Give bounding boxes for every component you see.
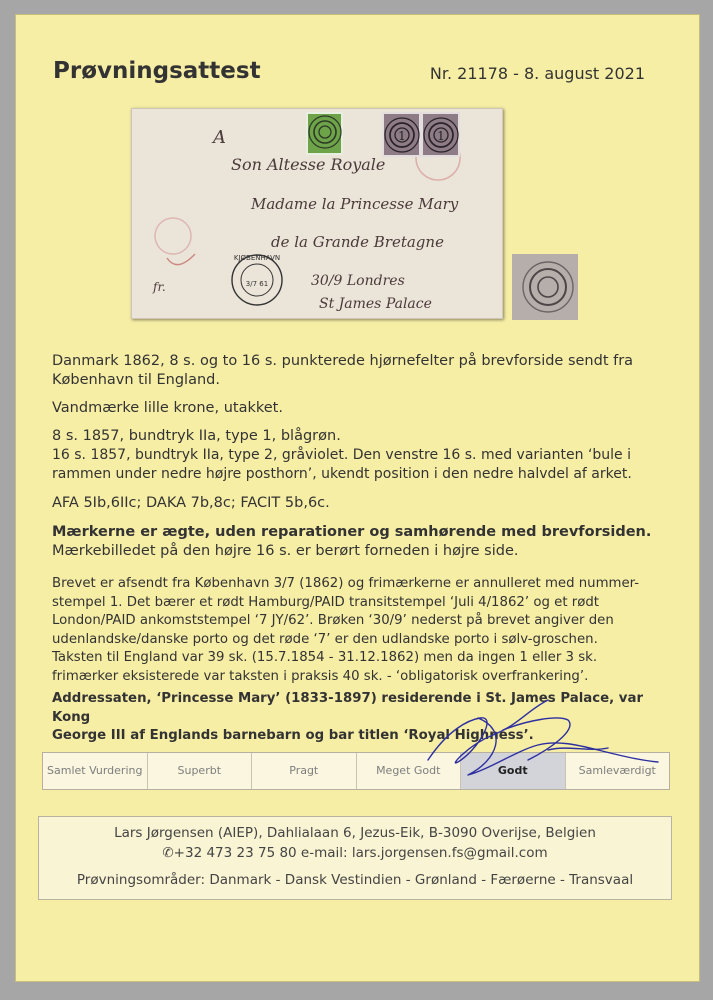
address-line: St James Palace bbox=[319, 296, 432, 312]
text-line: stempel 1. Det bærer et rødt Hamburg/PAID transitstempel ‘Juli 4/1862’ og et rødt bbox=[52, 594, 600, 610]
text-line: Taksten til England var 39 sk. (15.7.1854 - 31.12.1862) men da ingen 1 eller 3 sk. bbox=[52, 650, 598, 665]
footer-contact: ✆+32 473 23 75 80 e-mail: lars.jorgensen.fs@gmail.com bbox=[162, 845, 548, 861]
text-line: London/PAID ankomststempel ‘7 JY/62’. Brøken ‘30/9’ nederst på brevet angiver den bbox=[52, 613, 614, 628]
text-line: Brevet er afsendt fra København 3/7 (1862) og frimærkerne er annulleret med nummer- bbox=[52, 576, 640, 591]
address-line: Son Altesse Royale bbox=[231, 155, 386, 174]
grade-cell: Meget Godt bbox=[357, 753, 462, 789]
text-line: 8 s. 1857, bundtryk IIa, type 1, blågrøn. bbox=[52, 428, 341, 444]
catalogue-numbers: AFA 5Ib,6IIc; DAKA 7b,8c; FACIT 5b,6c. bbox=[52, 495, 330, 511]
address-line: de la Grande Bretagne bbox=[271, 233, 444, 251]
watermark-paragraph: Vandmærke lille krone, utakket. bbox=[52, 400, 283, 416]
text-line: Addressaten, ‘Princesse Mary’ (1833-1897) residerende i St. James Palace, var Kong bbox=[52, 691, 644, 725]
text-line: George III af Englands barnebarn og bar titlen ‘Royal Highness’. bbox=[52, 728, 534, 743]
text-line: rammen under nedre højre posthorn’, ukendt position i den nedre halvdel af arket. bbox=[52, 466, 632, 482]
address-line: A bbox=[213, 127, 226, 148]
cover-photo bbox=[131, 108, 503, 319]
stamp-8s bbox=[307, 113, 342, 154]
text-line: Mærkebilledet på den højre 16 s. er berørt forneden i højre side. bbox=[52, 543, 519, 559]
genuineness-paragraph bbox=[52, 523, 652, 561]
cancel-number: 1 bbox=[437, 129, 445, 143]
address-line: fr. bbox=[153, 280, 166, 294]
certificate-number: Nr. 21178 - 8. august 2021 bbox=[429, 64, 645, 83]
grade-cell: Pragt bbox=[252, 753, 357, 789]
page-title: Prøvningsattest bbox=[53, 58, 261, 84]
text-line: 16 s. 1857, bundtryk IIa, type 2, gråviolet. Den venstre 16 s. med varianten ‘bule i bbox=[52, 447, 631, 463]
signature bbox=[408, 690, 668, 785]
address-line: Madame la Princesse Mary bbox=[251, 195, 459, 213]
grade-cell: Superbt bbox=[148, 753, 253, 789]
grade-cell-selected: Godt bbox=[461, 753, 566, 789]
footer-contact-box bbox=[38, 816, 672, 900]
description-paragraph bbox=[52, 352, 652, 390]
grade-cell: Samlet Vurdering bbox=[43, 753, 148, 789]
address-line: 30/9 Londres bbox=[311, 273, 405, 289]
text-line: frimærker eksisterede var taksten i praksis 40 sk. - ‘obligatorisk overfrankering’. bbox=[52, 668, 589, 684]
stamp-detail-image bbox=[512, 254, 578, 320]
cancel-number: 1 bbox=[398, 129, 406, 143]
text-line: København til England. bbox=[52, 372, 220, 388]
footer-address: Lars Jørgensen (AIEP), Dahlialaan 6, Jezus-Eik, B-3090 Overijse, Belgien bbox=[114, 825, 596, 841]
text-line: Mærkerne er ægte, uden reparationer og samhørende med brevforsiden. bbox=[52, 524, 652, 540]
text-line: udenlandske/danske porto og det røde ‘7’ er den udlandske porto i sølv-groschen. bbox=[52, 631, 598, 647]
grade-cell: Samleværdigt bbox=[578, 764, 656, 777]
stamp-details-paragraph bbox=[52, 427, 652, 484]
cds-date: 3/7 61 bbox=[245, 280, 269, 288]
cds-town: KJØBENHAVN bbox=[233, 254, 281, 262]
text-line: Danmark 1862, 8 s. og to 16 s. punkterede hjørnefelter på brevforside sendt fra bbox=[52, 353, 634, 369]
history-paragraph bbox=[52, 575, 652, 686]
footer-areas: Prøvningsområder: Danmark - Dansk Vestindien - Grønland - Færøerne - Transvaal bbox=[76, 872, 634, 888]
